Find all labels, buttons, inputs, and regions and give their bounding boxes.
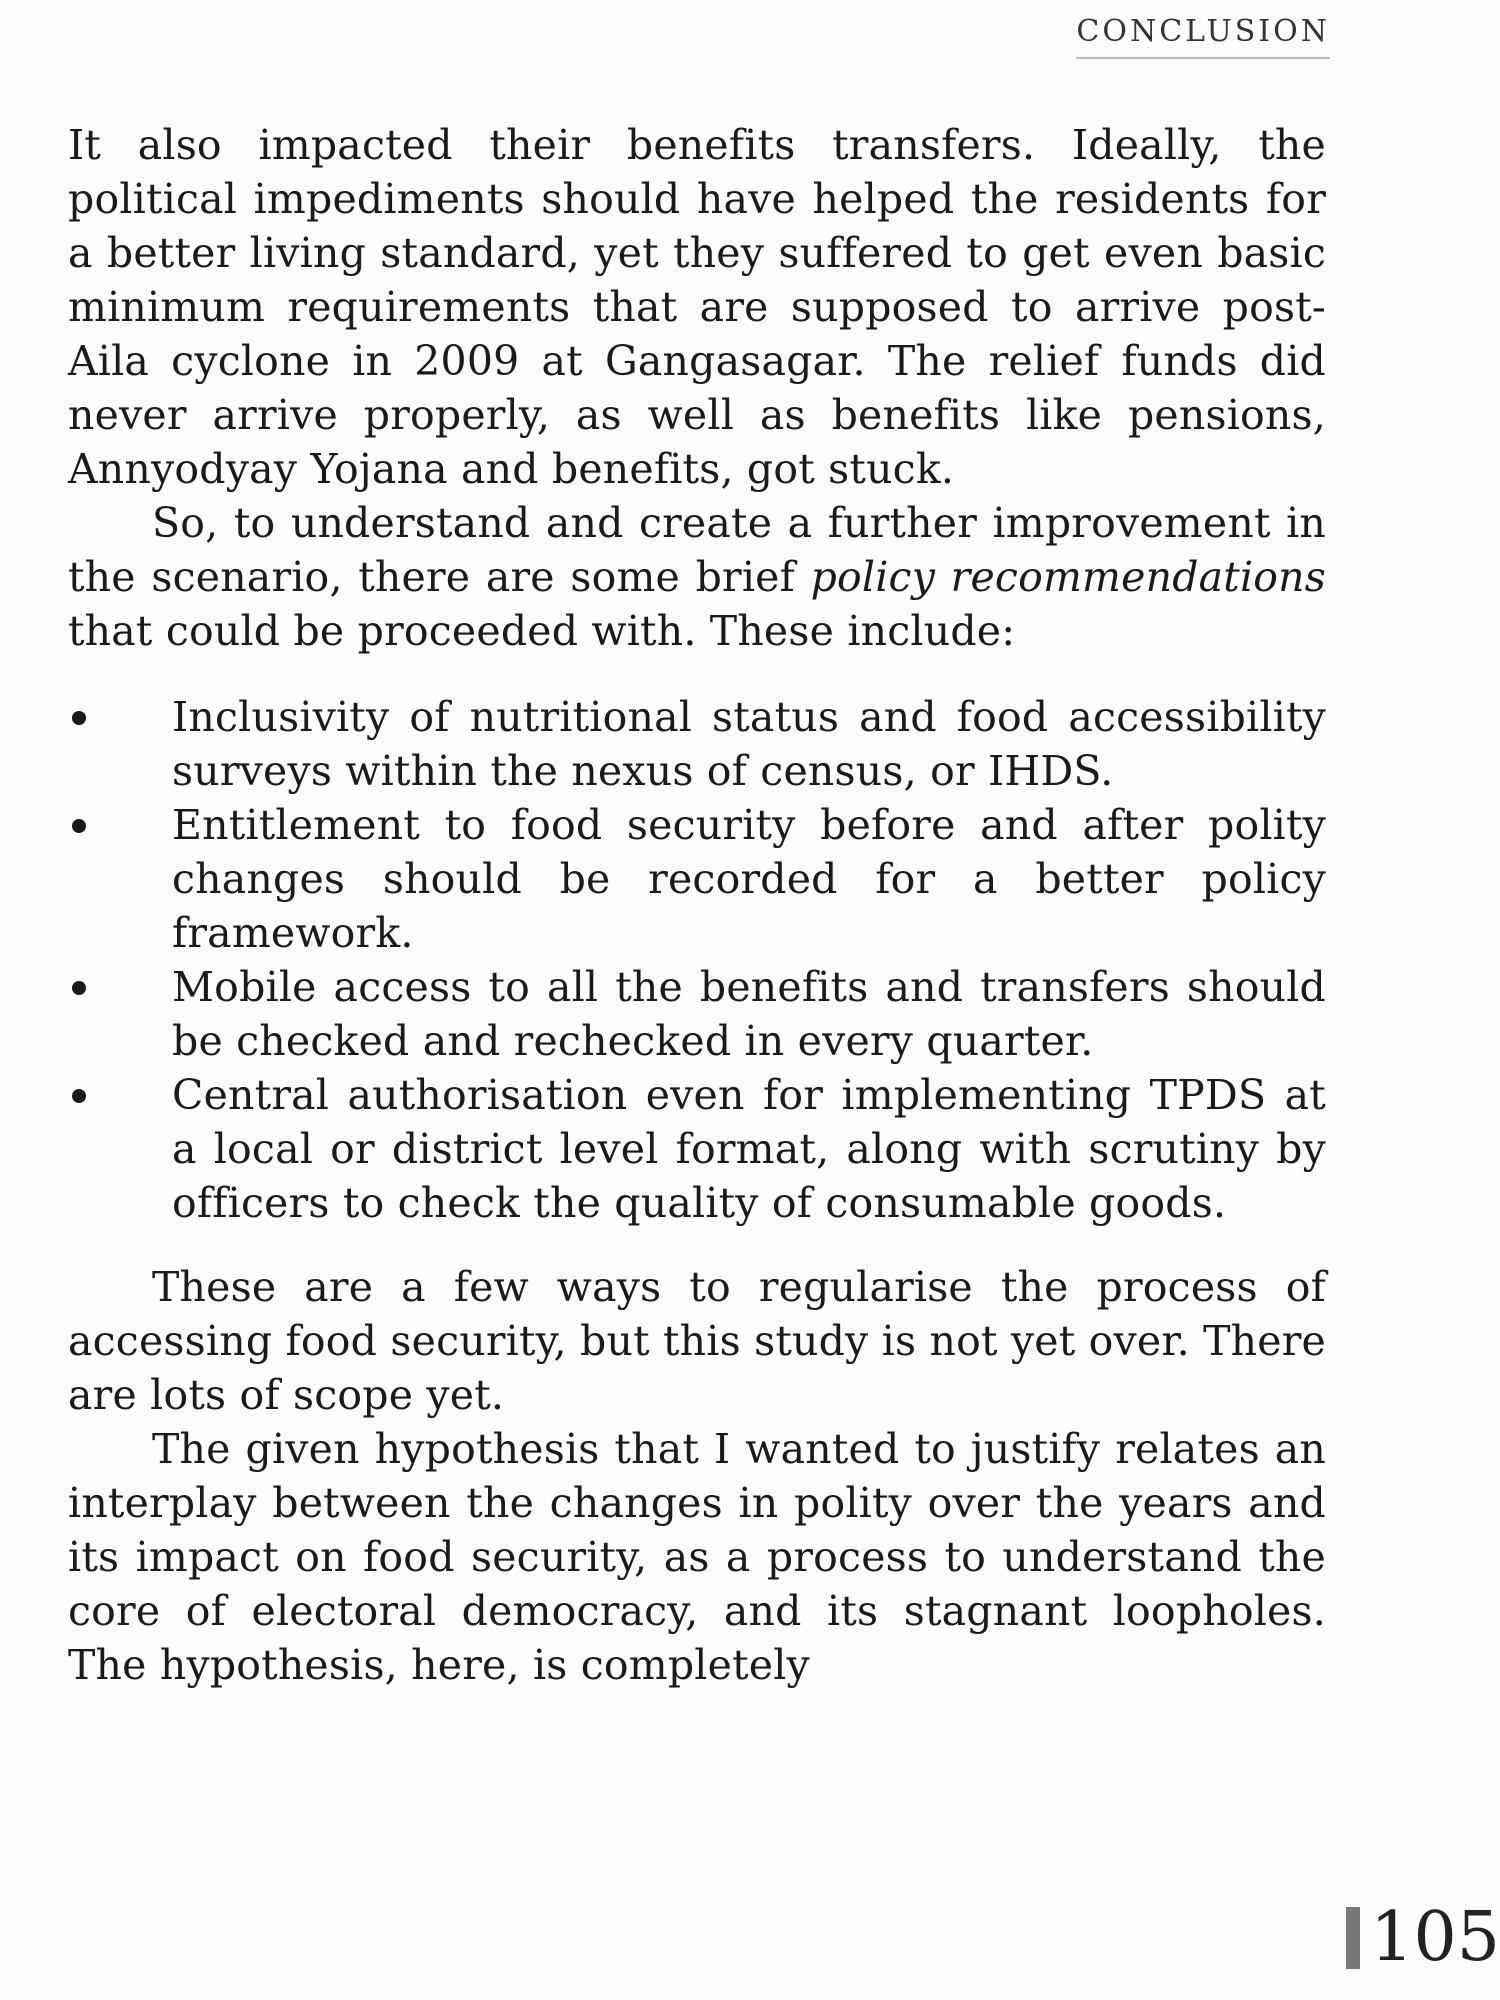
list-item [68,1068,1326,1230]
folio-bar-icon [1346,1907,1360,1969]
bullet-icon [72,1089,86,1103]
bullet-icon [72,819,86,833]
running-head: CONCLUSION [1076,14,1330,59]
page-number: 105 [1370,1898,1500,1977]
list-item-text: Entitlement to food security before and after polity changes should be recorded for a better policy framework. [172,801,1326,957]
paragraph-2-lead: So, to understand and create a further improvement in the scenario, there are some brief [68,499,1326,601]
list-item [68,690,1326,798]
body-text [68,118,1326,1692]
list-item-text: Central authorisation even for implementing TPDS at a local or district level format, along with scrutiny by officers to check the quality of consumable goods. [172,1071,1326,1227]
bullet-icon [72,711,86,725]
bullet-icon [72,981,86,995]
recommendation-list [68,690,1326,1230]
paragraph-2-tail: that could be proceeded with. These include: [68,607,1016,655]
paragraph-3: These are a few ways to regularise the process of accessing food security, but this study is not yet over. There are lots of scope yet. [68,1263,1326,1419]
page-number-block [1346,1898,1500,1977]
paragraph-4: The given hypothesis that I wanted to justify relates an interplay between the changes in polity over the years and its impact on food security, as a process to understand the core of electoral democracy, and its stagnant loopholes. The hypothesis, here, is completely [68,1425,1326,1689]
policy-recommendations-emphasis: policy recommendations [810,553,1327,601]
list-item [68,960,1326,1068]
paragraph-2 [68,496,1326,658]
paragraph-1: It also impacted their benefits transfers. Ideally, the political impediments should have helped the residents for a better living standard, yet they suffered to get even basic minimum requirements that are supposed to arrive post-Aila cyclone in 2009 at Gangasagar. The relief funds did never arrive properly, as well as benefits like pensions, Annyodyay Yojana and benefits, got stuck. [68,121,1326,493]
list-item [68,798,1326,960]
list-item-text: Mobile access to all the benefits and transfers should be checked and rechecked in every quarter. [172,963,1326,1065]
list-item-text: Inclusivity of nutritional status and food accessibility surveys within the nexus of census, or IHDS. [172,693,1326,795]
